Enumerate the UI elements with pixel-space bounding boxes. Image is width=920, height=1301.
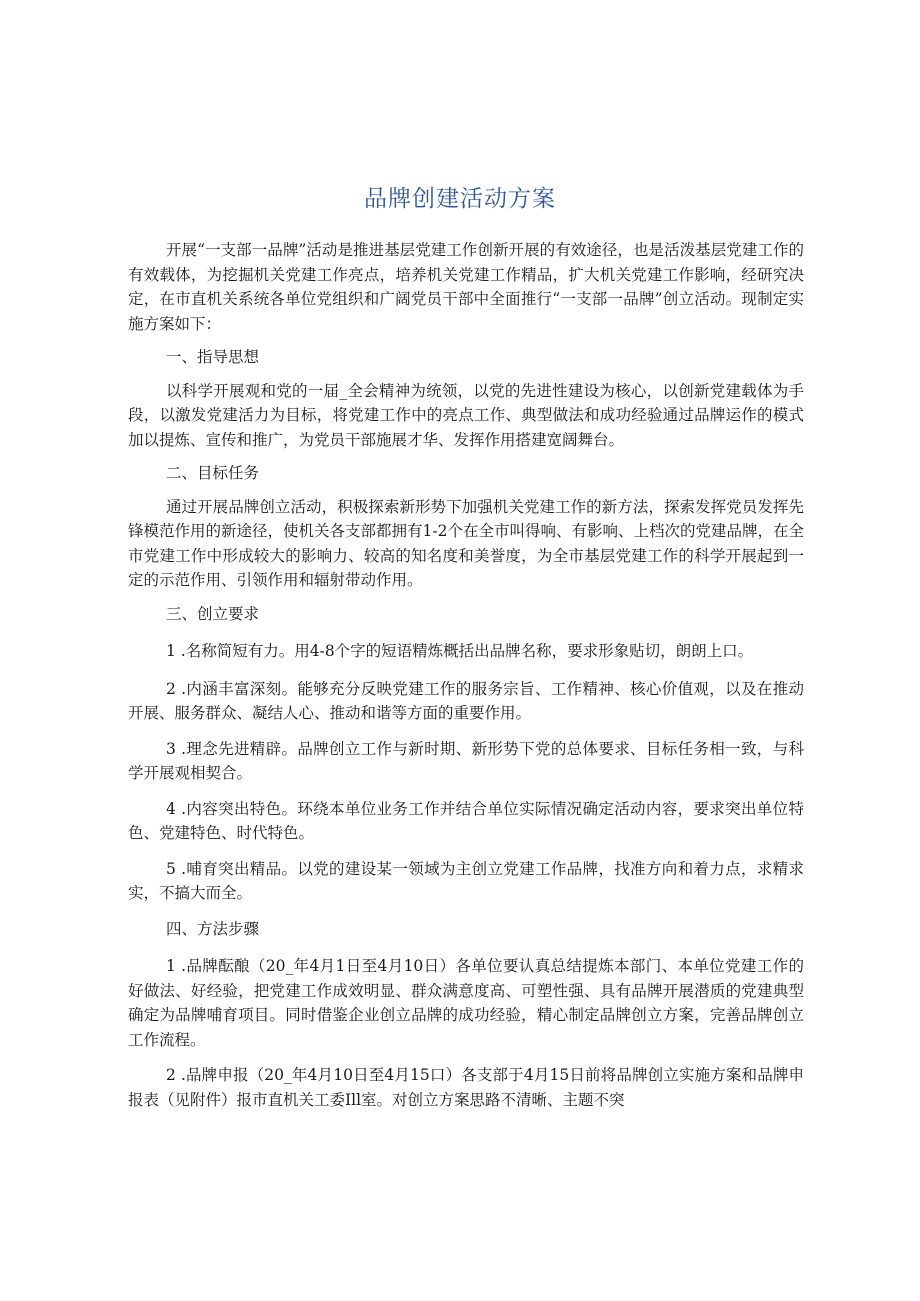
section-heading-steps: 四、方法步骤	[166, 919, 260, 938]
step-item-1: 1 .品牌酝酿（20_年4月1日至4月10日）各单位要认真总结提炼本部门、本单位党建工作的好做法、好经验，把党建工作成效明显、群众满意度高、可塑性强、具有品牌开展潜质的党建典型确定为品牌哺育项目。同时借鉴企业创立品牌的成功经验，精心制定品牌创立方案，完善品牌创立工作流程。	[128, 957, 804, 1049]
requirement-item-5: 5 .哺育突出精品。以党的建设某一领域为主创立党建工作品牌，找准方向和着力点，求精求实，不搞大而全。	[128, 859, 804, 902]
goals-paragraph: 通过开展品牌创立活动，积极探索新形势下加强机关党建工作的新方法，探索发挥党员发挥先锋模范作用的新途径，使机关各支部都拥有1-2个在全市叫得响、有影响、上档次的党建品牌，在全市党建工作中形成较大的影响力、较高的知名度和美誉度，为全市基层党建工作的科学开展起到一定的示范作用、引领作用和辐射带动作用。	[128, 497, 804, 589]
section-heading-guiding-ideology: 一、指导思想	[166, 348, 260, 366]
guiding-ideology-paragraph: 以科学开展观和党的一届_全会精神为统领，以党的先进性建设为核心，以创新党建载体为手段，以激发党建活力为目标，将党建工作中的亮点工作、典型做法和成功经验通过品牌运作的模式加以提炼、宣传和推广，为党员干部施展才华、发挥作用搭建宽阔舞台。	[128, 381, 804, 449]
section-heading-goals: 二、目标任务	[166, 464, 260, 482]
section-heading-requirements: 三、创立要求	[166, 604, 260, 623]
requirement-item-2: 2 .内涵丰富深刻。能够充分反映党建工作的服务宗旨、工作精神、核心价值观，以及在推动开展、服务群众、凝结人心、推动和谐等方面的重要作用。	[128, 679, 804, 722]
intro-paragraph: 开展“一支部一品牌”活动是推进基层党建工作创新开展的有效途径，也是活泼基层党建工作的有效载体，为挖掘机关党建工作亮点，培养机关党建工作精品，扩大机关党建工作影响，经研究决定，在市直机关系统各单位党组织和广阔党员干部中全面推行“一支部一品牌”创立活动。现制定实施方案如下：	[128, 241, 804, 333]
document-body	[128, 238, 804, 1112]
requirement-item-1: 1 .名称简短有力。用4-8个字的短语精炼概括出品牌名称，要求形象贴切，朗朗上口。	[166, 642, 754, 660]
requirement-item-4: 4 .内容突出特色。环绕本单位业务工作并结合单位实际情况确定活动内容，要求突出单位特色、党建特色、时代特色。	[128, 799, 804, 842]
step-item-2: 2 .品牌申报（20_年4月10日至4月15口）各支部于4月15日前将品牌创立实施方案和品牌申报表（见附件）报市直机关工委Ill室。对创立方案思路不清晰、主题不突	[128, 1066, 804, 1109]
requirement-item-3: 3 .理念先进精辟。品牌创立工作与新时期、新形势下党的总体要求、目标任务相一致，与科学开展观相契合。	[128, 739, 804, 782]
document-title: 品牌创建活动方案	[364, 186, 556, 212]
